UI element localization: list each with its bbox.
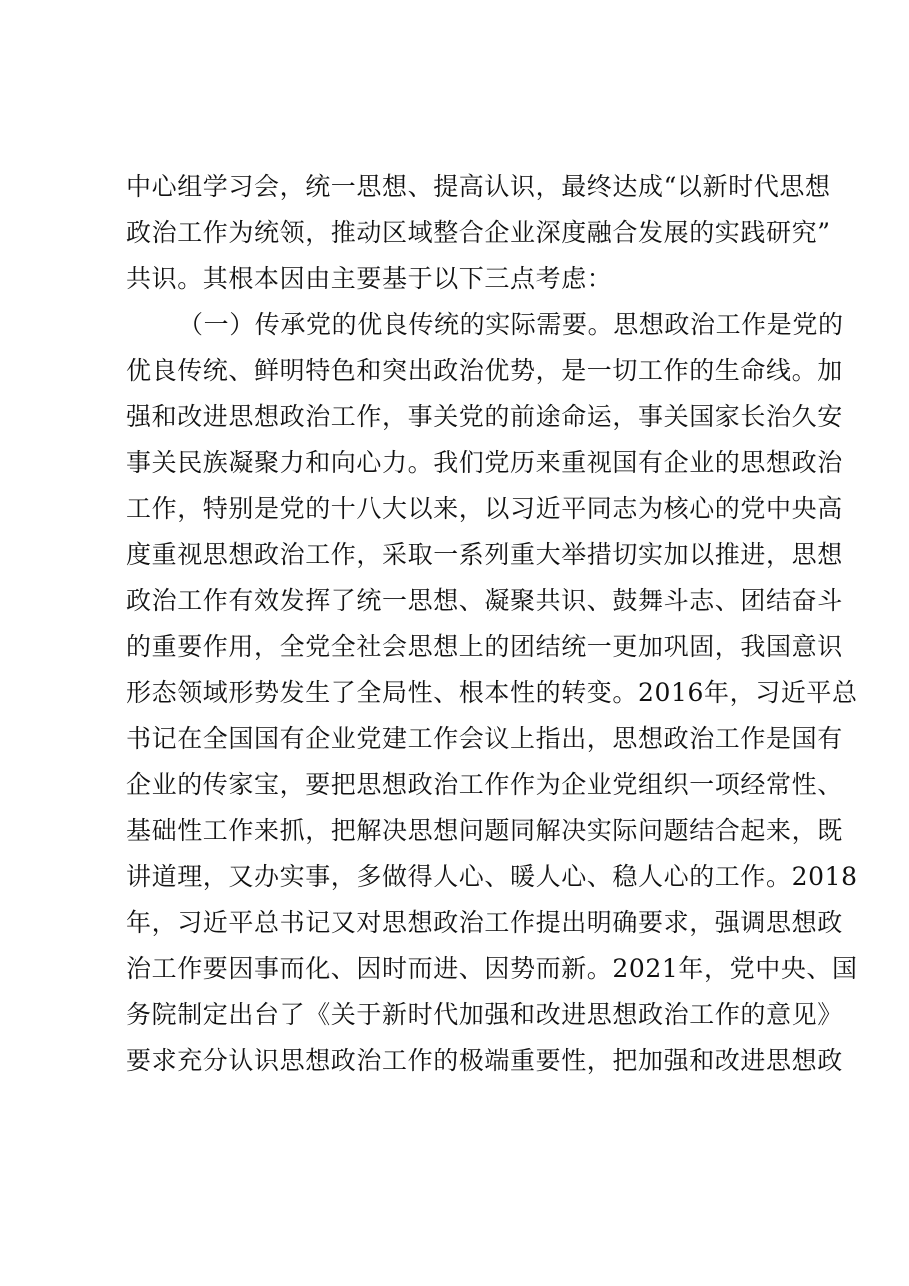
- text-line: 书记在全国国有企业党建工作会议上指出，思想政治工作是国有: [126, 724, 843, 753]
- text-line: 形态领域形势发生了全局性、根本性的转变。2016年，习近平总: [126, 678, 858, 707]
- text-line: 政治工作为统领，推动区域整合企业深度融合发展的实践研究”: [126, 218, 831, 247]
- paragraph-heading-line: （一）传承党的优良传统的实际需要。思想政治工作是党的: [178, 310, 844, 339]
- text-line: 工作，特别是党的十八大以来，以习近平同志为核心的党中央高: [126, 494, 843, 523]
- text-line: 政治工作有效发挥了统一思想、凝聚共识、鼓舞斗志、团结奋斗: [126, 586, 843, 615]
- text-line: 优良传统、鲜明特色和突出政治优势，是一切工作的生命线。加: [126, 356, 843, 385]
- text-line: 基础性工作来抓，把解决思想问题同解决实际问题结合起来，既: [126, 816, 843, 845]
- text-line: 务院制定出台了《关于新时代加强和改进思想政治工作的意见》: [126, 1000, 843, 1029]
- text-line: 要求充分认识思想政治工作的极端重要性，把加强和改进思想政: [126, 1046, 843, 1075]
- text-line: 中心组学习会，统一思想、提高认识，最终达成“以新时代思想: [126, 172, 831, 201]
- text-line: 的重要作用，全党全社会思想上的团结统一更加巩固，我国意识: [126, 632, 843, 661]
- text-line: 事关民族凝聚力和向心力。我们党历来重视国有企业的思想政治: [126, 448, 843, 477]
- text-line: 强和改进思想政治工作，事关党的前途命运，事关国家长治久安: [126, 402, 843, 431]
- text-line: 企业的传家宝，要把思想政治工作作为企业党组织一项经常性、: [126, 770, 843, 799]
- text-line: 共识。其根本因由主要基于以下三点考虑：: [126, 264, 613, 293]
- text-line: 度重视思想政治工作，采取一系列重大举措切实加以推进，思想: [126, 540, 843, 569]
- text-line: 讲道理，又办实事，多做得人心、暖人心、稳人心的工作。2018: [126, 862, 858, 891]
- body-text: [126, 164, 858, 1084]
- text-line: 年，习近平总书记又对思想政治工作提出明确要求，强调思想政: [126, 908, 843, 937]
- text-line: 治工作要因事而化、因时而进、因势而新。2021年，党中央、国: [126, 954, 858, 983]
